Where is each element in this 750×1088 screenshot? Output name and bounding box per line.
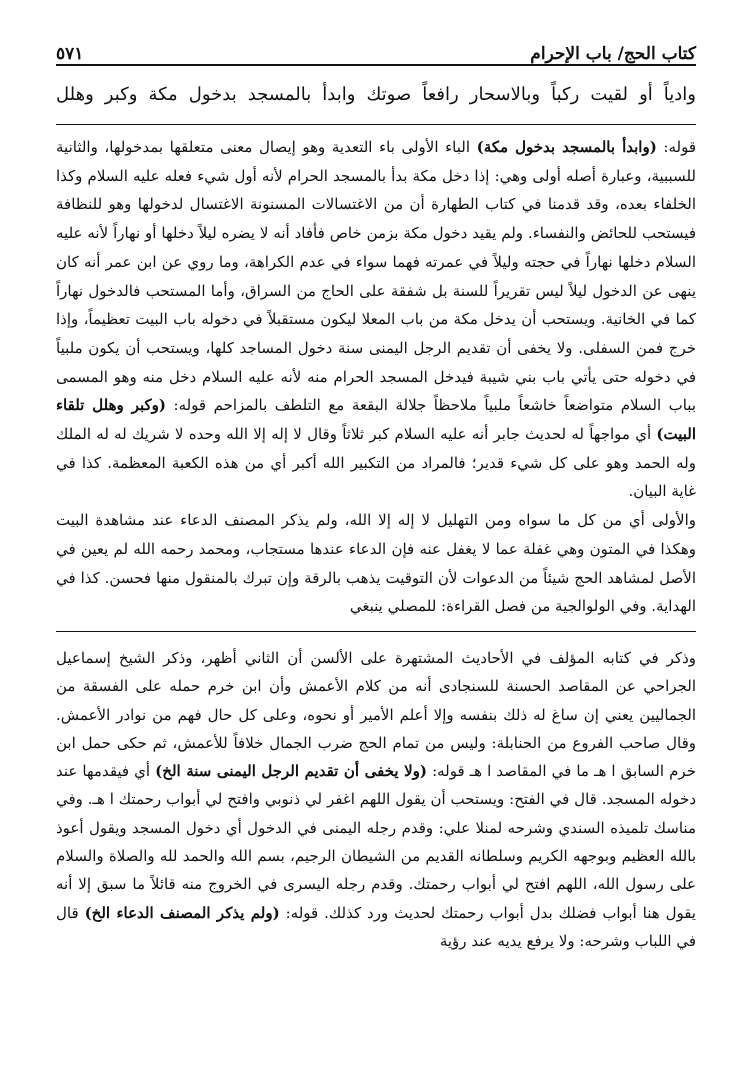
- commentary-paragraph: [56, 133, 696, 506]
- footnote-divider: [56, 631, 696, 632]
- matn-text: وادياً أو لقيت ركباً وبالاسحار رافعاً صوتك وابدأ بالمسجد بدخول مكة وكبر وهلل: [56, 84, 696, 105]
- page-number: ٥٧١: [56, 44, 84, 64]
- commentary-block: [56, 133, 696, 621]
- commentary-lemma: (وابدأ بالمسجد بدخول مكة): [476, 138, 657, 156]
- commentary-paragraph: [56, 506, 696, 621]
- commentary-text: والأولى أي من كل ما سواه ومن التهليل لا إله إلا الله، ولم يذكر المصنف الدعاء عند مشاهدة البيت وهكذا في المتون وهي غفلة عما لا يغفل عنه فإن الدعاء عندها مستجاب، ومحمد رحمه الله لم يعين في الأصل لمشاهد الحج شيئاً من الدعوات لأن التوقيت يذهب بالرقة وإن تبرك بالمنقول منها فحسن. كذا في الهداية. وفي الولوالجية من فصل القراءة: للمصلي ينبغي: [56, 511, 696, 616]
- page-header: [56, 34, 696, 66]
- commentary-text: الباء الأولى باء التعدية وهو إيصال معنى متعلقها بمدخولها، والثانية للسببية، وعبارة أصله أولى وهي: إذا دخل مكة بدأ بالمسجد الحرام لأنه أول شيء فعله عليه السلام وكذا الخلفاء بعده، وقد قدمنا في كتاب الطهارة أن من الاغتسالات المسنونة الاغتسال لدخولها وهو للنظافة فيستحب للحائض والنفساء. ولم يقيد دخول مكة بزمن خاص فأفاد أنه لا يضره ليلاً دخلها أو نهاراً لأنه عليه السلام دخلها نهاراً في حجته وليلاً في عمرته فهما سواء في عدم الكراهة، وما روي عن ابن عمر أنه كان ينهى عن الدخول ليلاً ليس تقريراً للسنة بل شفقة على الحاج من السراق، وأما المستحب فالدخول نهاراً كما في الخانية. ويستحب أن يدخل مكة من باب المعلا ليكون مستقبلاً في دخوله باب البيت تعظيماً، وإذا خرج فمن السفلى. ولا يخفى أن تقديم الرجل اليمنى سنة دخول المساجد كلها، ويستحب أن يكون ملبياً في دخوله حتى يأتي باب بني شيبة فيدخل المسجد الحرام منه لأنه عليه السلام دخل منه وهو المسمى بباب السلام متواضعاً خاشعاً ملبياً ملاحظاً جلالة البقعة مع التلطف بالمزاحم قوله:: [56, 138, 696, 415]
- commentary-lemma: (وكبر وهلل تلقاء البيت): [56, 396, 696, 444]
- commentary-prefix: قوله:: [656, 138, 697, 156]
- running-title: كتاب الحج/ باب الإحرام: [530, 44, 696, 64]
- footnote-text: أي فيقدمها عند دخوله المسجد. قال في الفتح: ويستحب أن يقول اللهم اغفر لي ذنوبي وافتح لي أبواب رحمتك ا هـ. وفي مناسك تلميذه السندي وشرحه لمنلا علي: وقدم رجله اليمنى في الدخول أي دخول المسجد ويقول أعوذ بالله العظيم وبوجهه الكريم وسلطانه القديم من الشيطان الرجيم، بسم الله والحمد لله والصلاة والسلام على رسول الله، اللهم افتح لي أبواب رحمتك. وقدم رجله اليسرى في الخروج منه قائلاً ما سبق إلا أنه يقول هنا أبواب فضلك بدل أبواب رحمتك لحديث ورد كذلك. قوله:: [56, 762, 696, 922]
- matn-divider: [56, 124, 696, 125]
- footnote-lemma: (ولا يخفى أن تقديم الرجل اليمنى سنة الخ): [155, 762, 427, 781]
- book-page: [56, 34, 696, 955]
- footnote-paragraph: [56, 644, 696, 955]
- footnote-text: وذكر في كتابه المؤلف في الأحاديث المشتهرة على الألسن أن الثاني أظهر، وذكر الشيخ إسماعيل الجراحي عن المقاصد الحسنة للسنجادى أنه من كلام الأعمش وأن ابن خرم حمله على الفسقة من الجماليين يعني إن ساغ له ذلك بنفسه وإلا أعلم الأمير أو نحوه، وعلى كل حال فهم من نوادر الأعمش. وقال صاحب الفروع من الحنابلة: وليس من تمام الحج ضرب الجمال خلافاً للأعمش، ثم حكى حمل ابن خرم السابق ا هـ ما في المقاصد ا هـ قوله:: [56, 648, 696, 781]
- footnote-lemma: (ولم يذكر المصنف الدعاء الخ): [84, 903, 280, 922]
- footnotes-block: [56, 644, 696, 955]
- footnote-text: قال في اللباب وشرحه: ولا يرفع يديه عند رؤية: [56, 903, 696, 950]
- commentary-text: أي مواجهاً له لحديث جابر أنه عليه السلام كبر ثلاثاً وقال لا إله إلا الله وحده لا شريك له له الملك وله الحمد وهو على كل شيء قدير؛ فالمراد من التكبير الله أكبر أي من هذه الكعبة المعظمة. كذا في غاية البيان.: [56, 425, 696, 501]
